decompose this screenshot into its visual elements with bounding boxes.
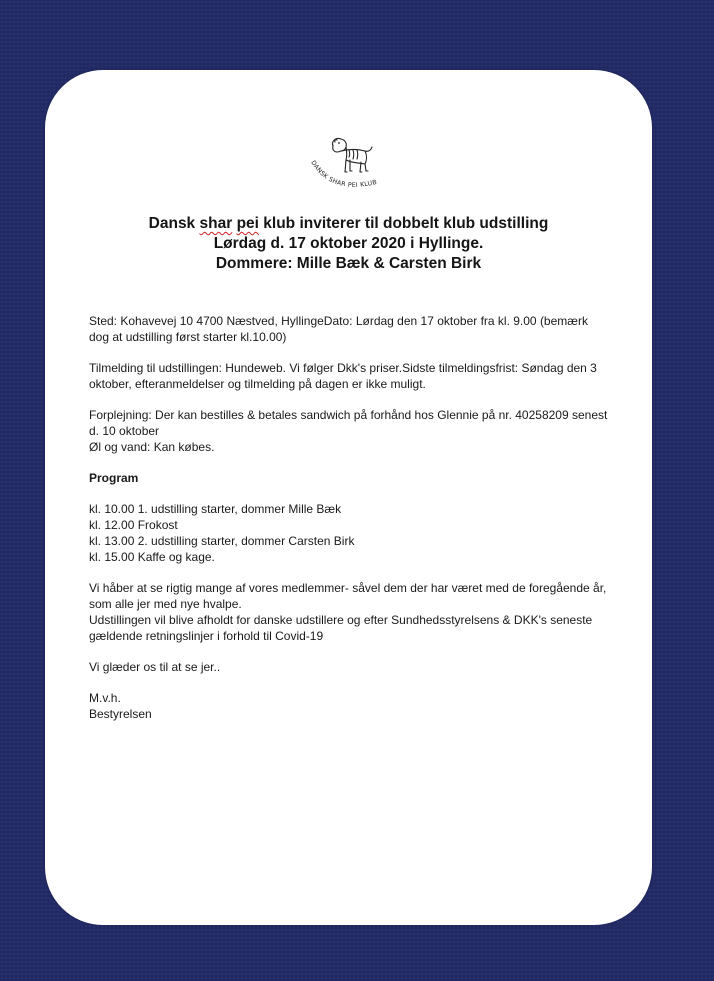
venue-paragraph: Sted: Kohavevej 10 4700 Næstved, HyllingeDato: Lørdag den 17 oktober fra kl. 9.00 (bemærk dog at udstilling først starter kl.10.00) (89, 314, 588, 344)
program-item: kl. 15.00 Kaffe og kage. (89, 550, 215, 564)
club-logo (303, 134, 395, 196)
drinks-paragraph: Øl og vand: Kan købes. (89, 440, 215, 454)
title-block (45, 214, 652, 274)
program-item: kl. 13.00 2. udstilling starter, dommer Carsten Birk (89, 534, 355, 548)
spellcheck-word-pei: pei (236, 215, 259, 232)
title-line-1: Dansk shar pei klub inviterer til dobbelt klub udstilling (148, 215, 549, 232)
signature-line: Bestyrelsen (89, 707, 152, 721)
program-list (89, 501, 609, 565)
program-heading: Program (89, 471, 139, 485)
spellcheck-word-shar: shar (199, 215, 233, 232)
rules-paragraph: Udstillingen vil blive afholdt for danske udstillere og efter Sundhedsstyrelsens & DKK's seneste gældende retningslinjer i forhold til Covid-19 (89, 613, 593, 643)
members-paragraph: Vi håber at se rigtig mange af vores medlemmer- såvel dem der har været med de foregående år, som alle jer med nye hvalpe. (89, 581, 607, 611)
regards-line: M.v.h. (89, 691, 121, 705)
svg-text:DANSK SHAR PEI KLUB (309, 159, 377, 188)
logo-text: DANSK SHAR PEI KLUB (309, 159, 378, 189)
title-line-3: Dommere: Mille Bæk & Carsten Birk (215, 255, 482, 272)
title-line-2: Lørdag d. 17 oktober 2020 i Hyllinge. (213, 235, 484, 252)
catering-paragraph: Forplejning: Der kan bestilles & betales sandwich på forhånd hos Glennie på nr. 40258209 senest d. 10 oktober (89, 408, 608, 438)
shar-pei-dog-icon (303, 134, 395, 196)
program-item: kl. 10.00 1. udstilling starter, dommer Mille Bæk (89, 502, 342, 516)
see-you-paragraph: Vi glæder os til at se jer.. (89, 660, 221, 674)
registration-paragraph: Tilmelding til udstillingen: Hundeweb. Vi følger Dkk's priser.Sidste tilmeldingsfrist: Søndag den 3 oktober, efteranmeldelser og tilmelding på dagen er ikke muligt. (89, 361, 597, 391)
document-body (89, 313, 609, 737)
invitation-card (45, 70, 652, 925)
program-item: kl. 12.00 Frokost (89, 518, 178, 532)
